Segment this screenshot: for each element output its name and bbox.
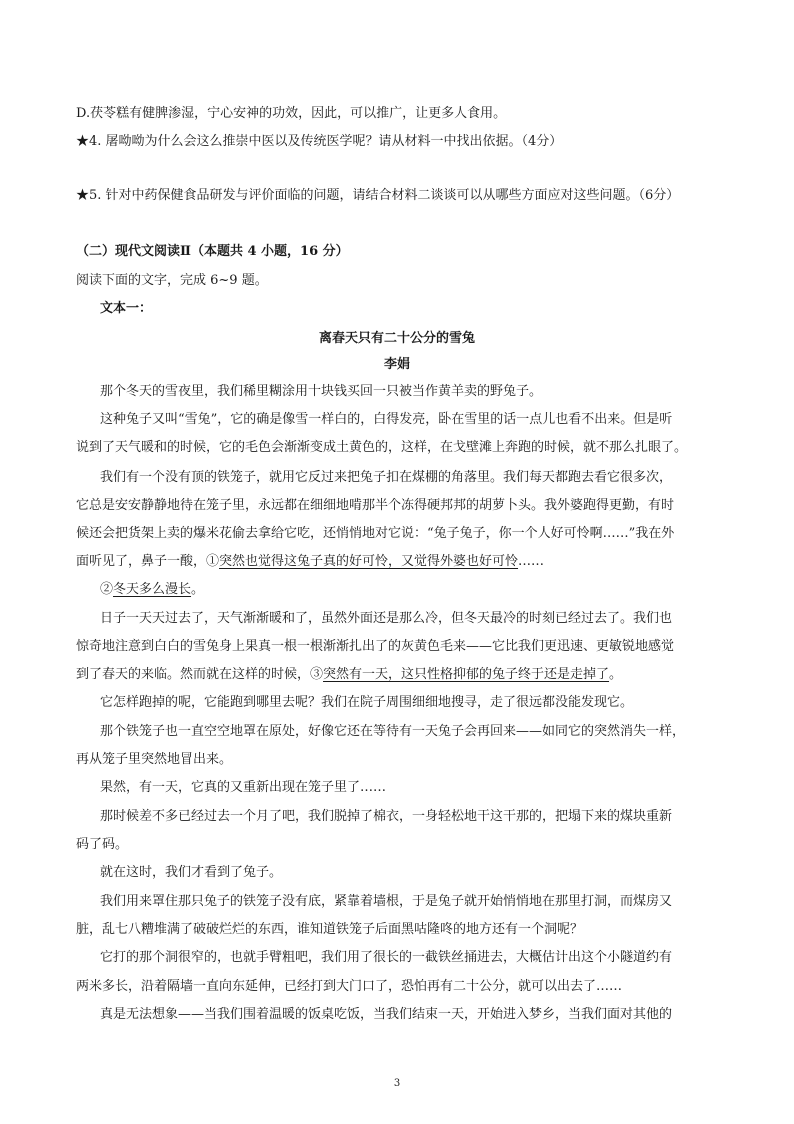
marker-2: ②	[100, 582, 114, 597]
article-line: 那个铁笼子也一直空空地罩在原处，好像它还在等待有一天兔子会再回来——如同它的突然消失一样，	[100, 724, 686, 739]
article-line: 再从笼子里突然地冒出来。	[76, 752, 233, 767]
article-line: 说到了天气暖和的时候，它的毛色会渐渐变成土黄色的，这样，在戈壁滩上奔跑的时候，就不那么扎眼了。	[76, 440, 688, 455]
punct: 。	[609, 667, 623, 682]
article-line: 它怎样跑掉的呢，它能跑到哪里去呢？我们在院子周围细细地搜寻，走了很远都没能发现它。	[100, 695, 634, 710]
article-line: 脏，乱七八糟堆满了破破烂烂的东西，谁知道铁笼子后面黑咕隆咚的地方还有一个洞呢？	[76, 922, 584, 937]
article-line: 真是无法想象——当我们围着温暖的饭桌吃饭，当我们结束一天，开始进入梦乡，当我们面对其他的	[100, 1007, 673, 1022]
underlined-sentence-3: 突然有一天，这只性格抑郁的兔子终于还是走掉了	[323, 667, 610, 682]
underlined-sentence-1: 突然也觉得这兔子真的好可怜，又觉得外婆也好可怜	[219, 554, 519, 569]
article-author: 李娟	[383, 357, 410, 372]
question-5: ★5. 针对中药保健食品研发与评价面临的问题，请结合材料二谈谈可以从哪些方面应对这些问题。（6分）	[76, 188, 680, 203]
article-line: 就在这时，我们才看到了兔子。	[100, 865, 283, 880]
marker-3: ③	[310, 667, 324, 682]
article-line: 它总是安安静静地待在笼子里，永远都在细细地啃那半个冻得硬邦邦的胡萝卜头。我外婆跑得更勤，有时	[76, 498, 675, 513]
text-run: 到了春天的来临。然而就在这样的时候，	[76, 667, 311, 682]
article-line: 惊奇地注意到白白的雪兔身上果真一根一根渐渐扎出了的灰黄色毛来——它比我们更迅速、更敏锐地感觉	[76, 639, 675, 654]
article-line-mixed	[76, 553, 544, 571]
page-number: 3	[393, 1078, 401, 1089]
article-line: 我们用来罩住那只兔子的铁笼子没有底，紧靠着墙根，于是兔子就开始悄悄地在那里打洞，而煤房又	[100, 894, 673, 909]
punct: 。	[191, 582, 205, 597]
article-line: 这种兔子又叫“雪兔”，它的确是像雪一样白的，白得发亮，卧在雪里的话一点儿也看不出来。但是听	[100, 412, 673, 427]
underlined-sentence-2: 冬天多么漫长	[113, 582, 192, 597]
marker-1: ①	[206, 554, 220, 569]
article-title: 离春天只有二十公分的雪兔	[318, 331, 475, 346]
text-label: 文本一：	[100, 301, 153, 316]
article-line: 我们有一个没有顶的铁笼子，就用它反过来把兔子扣在煤棚的角落里。我们每天都跑去看它很多次，	[100, 470, 673, 485]
article-line: 果然，有一天，它真的又重新出现在笼子里了……	[100, 780, 387, 795]
article-line: 候还会把货架上卖的爆米花偷去拿给它吃，还悄悄地对它说：“兔子兔子，你一个人好可怜啊……”我在外	[76, 526, 675, 541]
ellipsis: ……	[518, 554, 545, 569]
article-line: 日子一天天过去了，天气渐渐暖和了，虽然外面还是那么冷，但冬天最冷的时刻已经过去了。我们也	[100, 611, 673, 626]
section-heading: （二）现代文阅读Ⅱ（本题共 4 小题，16 分）	[76, 244, 349, 259]
text-run: 面听见了，鼻子一酸，	[76, 554, 207, 569]
article-line-mixed	[76, 666, 622, 684]
option-d: D.茯苓糕有健脾渗湿，宁心安神的功效，因此，可以推广，让更多人食用。	[76, 106, 507, 121]
article-line-mixed	[100, 581, 204, 599]
question-4: ★4. 屠呦呦为什么会这么推崇中医以及传统医学呢？请从材料一中找出依据。（4分）	[76, 134, 563, 149]
article-line: 两米多长，沿着隔墙一直向东延伸，已经打到大门口了，恐怕再有二十公分，就可以出去了……	[76, 979, 623, 994]
article-line: 码了码。	[76, 837, 129, 852]
article-line: 那个冬天的雪夜里，我们稀里糊涂用十块钱买回一只被当作黄羊卖的野兔子。	[100, 384, 543, 399]
article-line: 它打的那个洞很窄的，也就手臂粗吧，我们用了很长的一截铁丝捅进去，大概估计出这个小隧道约有	[100, 950, 673, 965]
section-instruction: 阅读下面的文字，完成 6~9 题。	[76, 273, 268, 288]
article-line: 那时候差不多已经过去一个月了吧，我们脱掉了棉衣，一身轻松地干这干那的，把塌下来的煤块重新	[100, 809, 673, 824]
